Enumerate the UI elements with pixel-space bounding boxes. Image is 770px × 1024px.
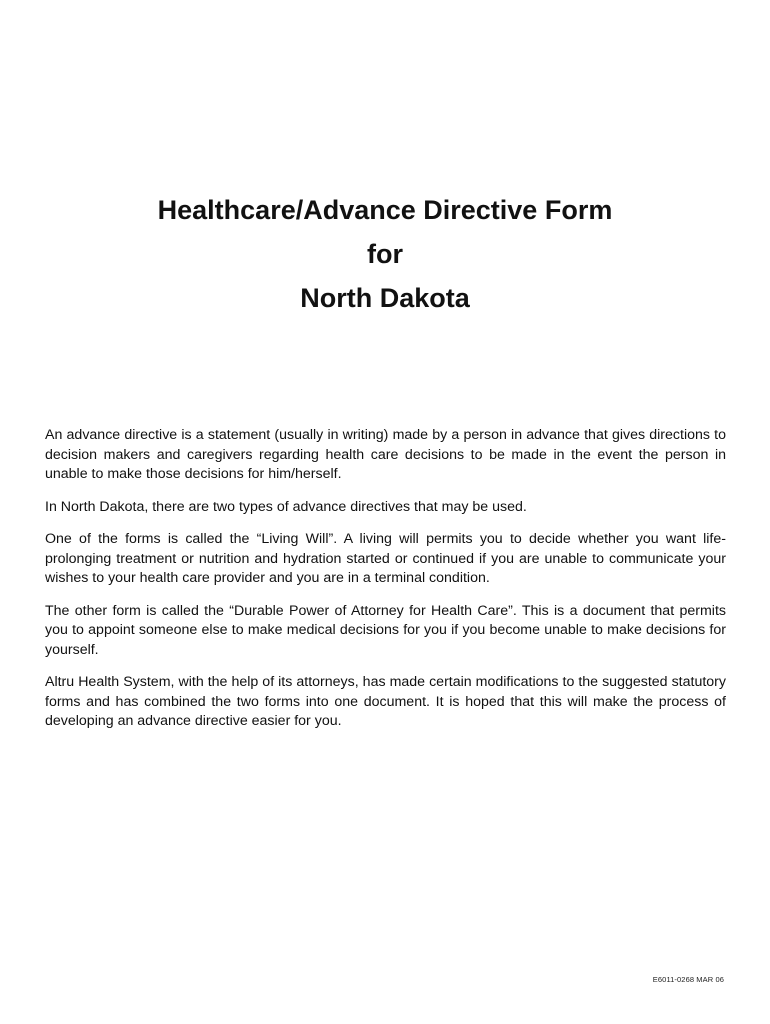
title-line-3: North Dakota [300, 283, 470, 313]
paragraph-types-intro: In North Dakota, there are two types of advance directives that may be used. [45, 498, 527, 515]
paragraph-definition: An advance directive is a statement (usually in writing) made by a person in advance that gives directions to decision makers and caregivers regarding health care decisions to be made in the event the person in unable to make those decisions for him/herself. [45, 427, 726, 482]
title-line-2: for [367, 239, 403, 269]
form-code: E6011-0268 MAR 06 [652, 975, 724, 984]
document-title [0, 188, 770, 320]
title-line-1: Healthcare/Advance Directive Form [157, 195, 613, 225]
document-body [45, 426, 726, 745]
paragraph-altru-note: Altru Health System, with the help of its attorneys, has made certain modifications to the suggested statutory forms and has combined the two forms into one document. It is hoped that this will make the process of developing an advance directive easier for you. [45, 674, 726, 729]
paragraph-living-will: One of the forms is called the “Living Will”. A living will permits you to decide whether you want life-prolonging treatment or nutrition and hydration started or continued if you are unable to communicate your wishes to your health care provider and you are in a terminal condition. [45, 531, 726, 586]
paragraph-power-of-attorney: The other form is called the “Durable Power of Attorney for Health Care”. This is a document that permits you to appoint someone else to make medical decisions for you if you become unable to make decisions for yourself. [45, 602, 726, 658]
